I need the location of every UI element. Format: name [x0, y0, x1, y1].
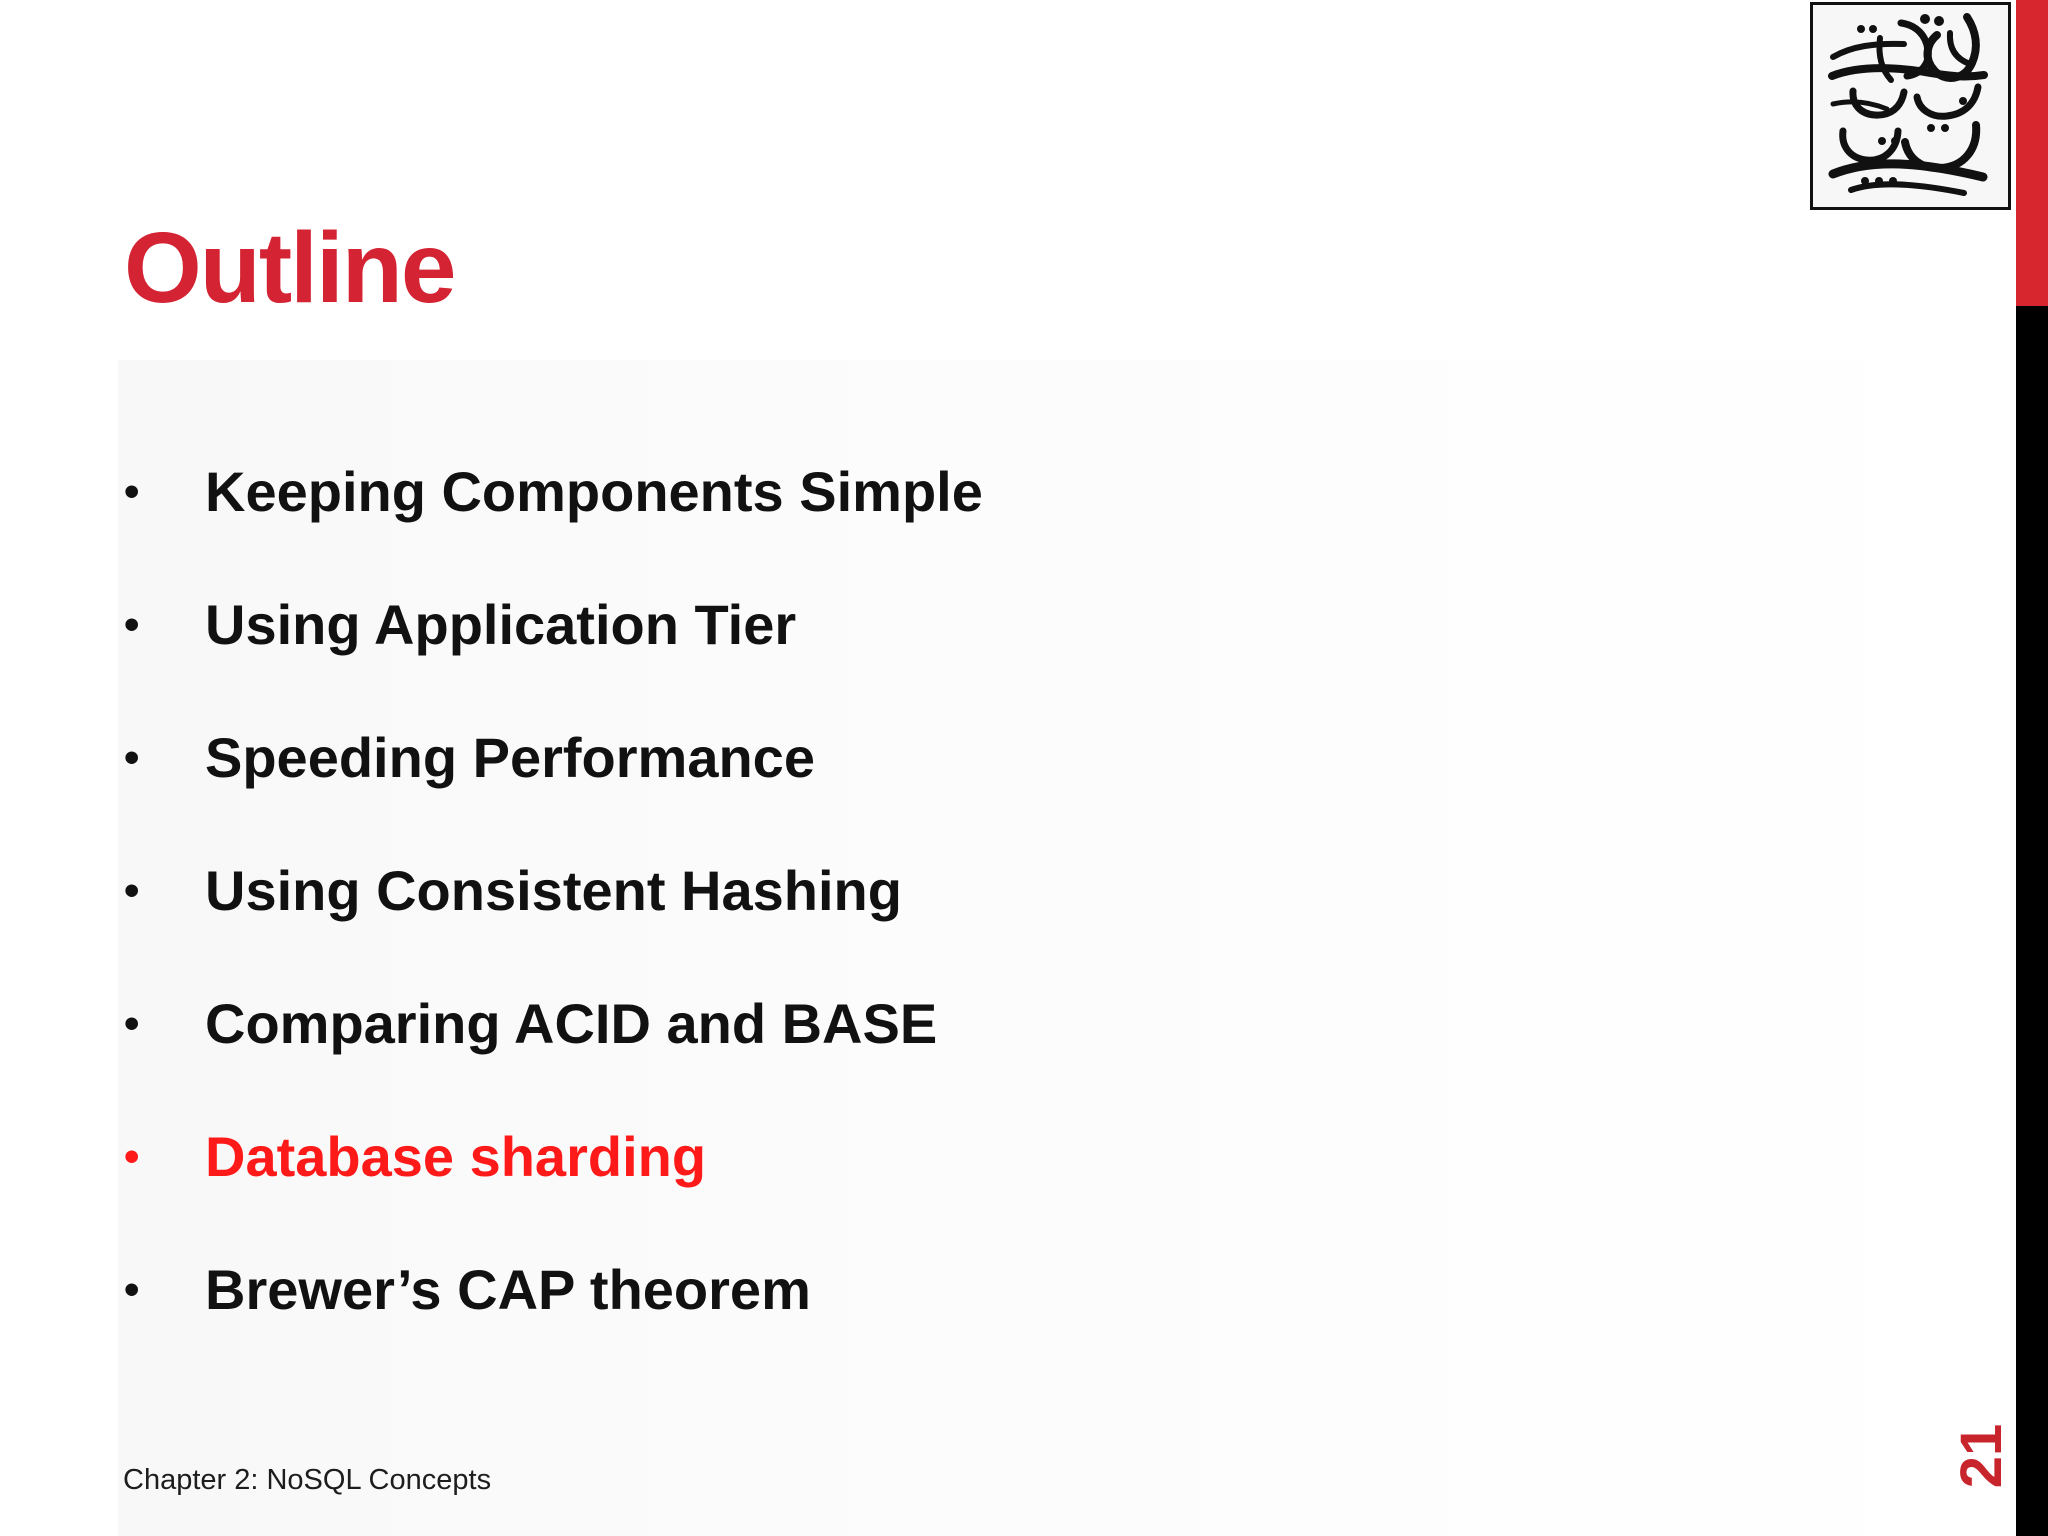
bullet-icon: • [124, 599, 140, 649]
outline-item [120, 824, 983, 957]
outline-item-label: Database sharding [205, 1125, 707, 1188]
slide-title: Outline [124, 212, 455, 324]
outline-item-label: Using Application Tier [205, 593, 797, 656]
bullet-icon: • [124, 865, 140, 915]
outline-item [120, 691, 983, 824]
bullet-icon: • [124, 732, 140, 782]
right-red-accent-bar [2016, 0, 2048, 306]
outline-item-label: Using Consistent Hashing [205, 859, 902, 922]
university-logo [1810, 2, 2011, 210]
bullet-icon: • [124, 1131, 140, 1181]
outline-item-label: Brewer’s CAP theorem [205, 1258, 811, 1321]
outline-item [120, 558, 983, 691]
outline-item-label: Comparing ACID and BASE [205, 992, 938, 1055]
outline-item [120, 425, 983, 558]
slide-footer: Chapter 2: NoSQL Concepts [123, 1464, 492, 1496]
bullet-icon: • [124, 466, 140, 516]
university-calligraphy-logo-icon [1813, 5, 2008, 207]
bullet-icon: • [124, 1264, 140, 1314]
outline-list [120, 425, 983, 1356]
outline-item-label: Keeping Components Simple [205, 460, 983, 523]
outline-item [120, 1223, 983, 1356]
slide-page-number: 21 [1949, 1423, 2014, 1489]
outline-item-active [120, 1090, 983, 1223]
outline-item [120, 957, 983, 1090]
outline-item-label: Speeding Performance [205, 726, 815, 789]
right-black-accent-bar [2016, 306, 2048, 1536]
bullet-icon: • [124, 998, 140, 1048]
